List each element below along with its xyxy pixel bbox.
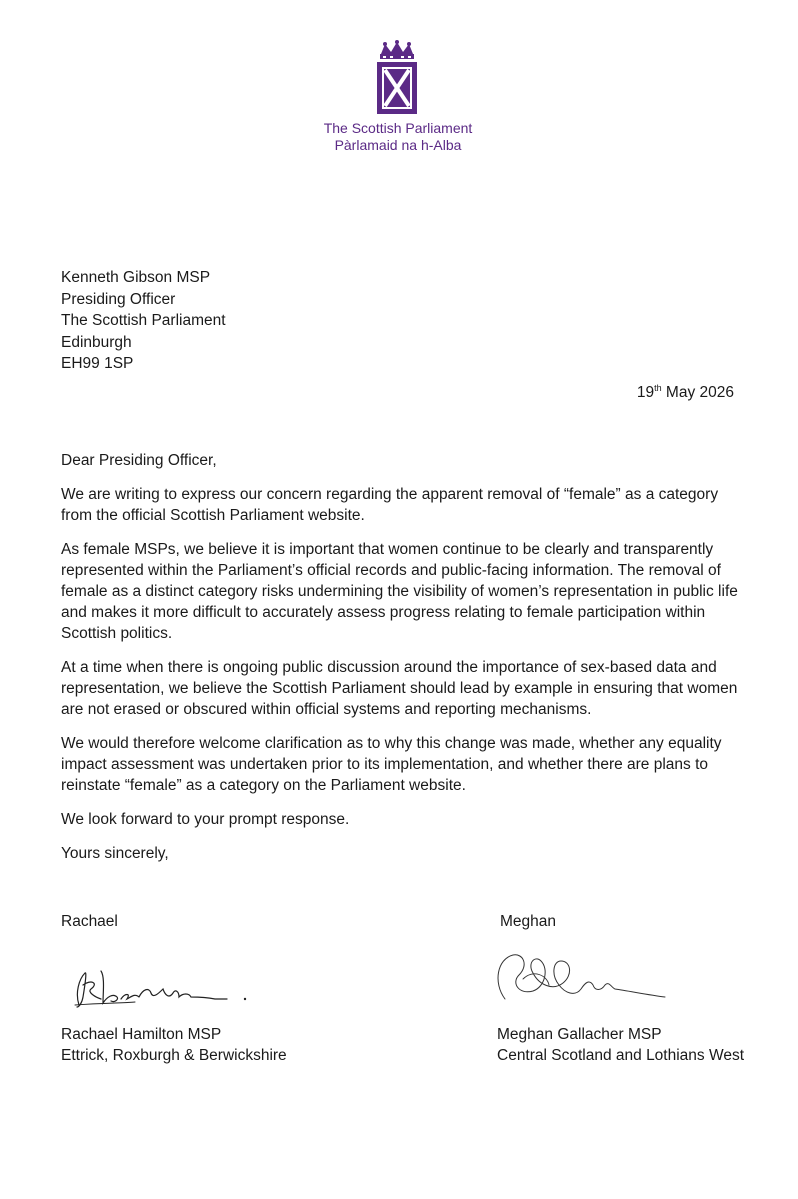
- org-name-gaelic: Pàrlamaid na h-Alba: [334, 137, 462, 153]
- address-line: Edinburgh: [61, 333, 132, 351]
- body-paragraph: We would therefore welcome clarification as to why this change was made, whether any equality impact assessment was undertaken prior to its implementation, and whether there are plans to reinstate “female” as a category on the Parliament website.: [61, 735, 722, 794]
- sign-off: Yours sincerely,: [61, 845, 169, 862]
- salutation: Dear Presiding Officer,: [61, 452, 217, 469]
- signatory-first-name: Meghan: [500, 913, 557, 930]
- handwritten-signature-icon: [65, 963, 255, 1013]
- body-paragraph: As female MSPs, we believe it is important that women continue to be clearly and transparently represented within the Parliament’s official records and public-facing information. The removal of female as a distinct category risks undermining the visibility of women’s representation in public life and makes it more difficult to accurately assess progress relating to female participation within Scottish politics.: [61, 541, 738, 642]
- date-day: 19: [636, 384, 655, 401]
- signatory-constituency: Ettrick, Roxburgh & Berwickshire: [61, 1047, 287, 1064]
- handwritten-signature-icon: [489, 939, 669, 1019]
- recipient-address: [61, 267, 226, 375]
- date-rest: May 2026: [665, 384, 734, 401]
- date-suffix: th: [654, 383, 662, 393]
- signatory-block-left: [61, 911, 361, 1064]
- letter-date: [637, 382, 734, 403]
- signatory-constituency: Central Scotland and Lothians West: [497, 1047, 745, 1064]
- body-paragraph: We are writing to express our concern regarding the apparent removal of “female” as a category from the official Scottish Parliament website.: [61, 486, 719, 524]
- address-line: The Scottish Parliament: [61, 312, 226, 330]
- signatory-block-right: [497, 911, 787, 1064]
- signatory-full-name: Rachael Hamilton MSP: [61, 1026, 222, 1043]
- closing-line: We look forward to your prompt response.: [61, 811, 350, 828]
- scottish-parliament-crest-icon: [371, 40, 423, 118]
- signatory-full-name: Meghan Gallacher MSP: [497, 1026, 662, 1043]
- letter-body: [61, 450, 741, 877]
- signatory-first-name: Rachael: [61, 913, 118, 930]
- body-paragraph: At a time when there is ongoing public discussion around the importance of sex-based data and representation, we believe the Scottish Parliament should lead by example in ensuring that women are not erased or obscured within official systems and reporting mechanisms.: [61, 659, 738, 718]
- letterhead-org-name: [318, 120, 478, 154]
- org-name-english: The Scottish Parliament: [323, 120, 473, 136]
- address-line: EH99 1SP: [61, 355, 134, 373]
- address-line: Presiding Officer: [61, 290, 176, 308]
- address-line: Kenneth Gibson MSP: [61, 269, 211, 286]
